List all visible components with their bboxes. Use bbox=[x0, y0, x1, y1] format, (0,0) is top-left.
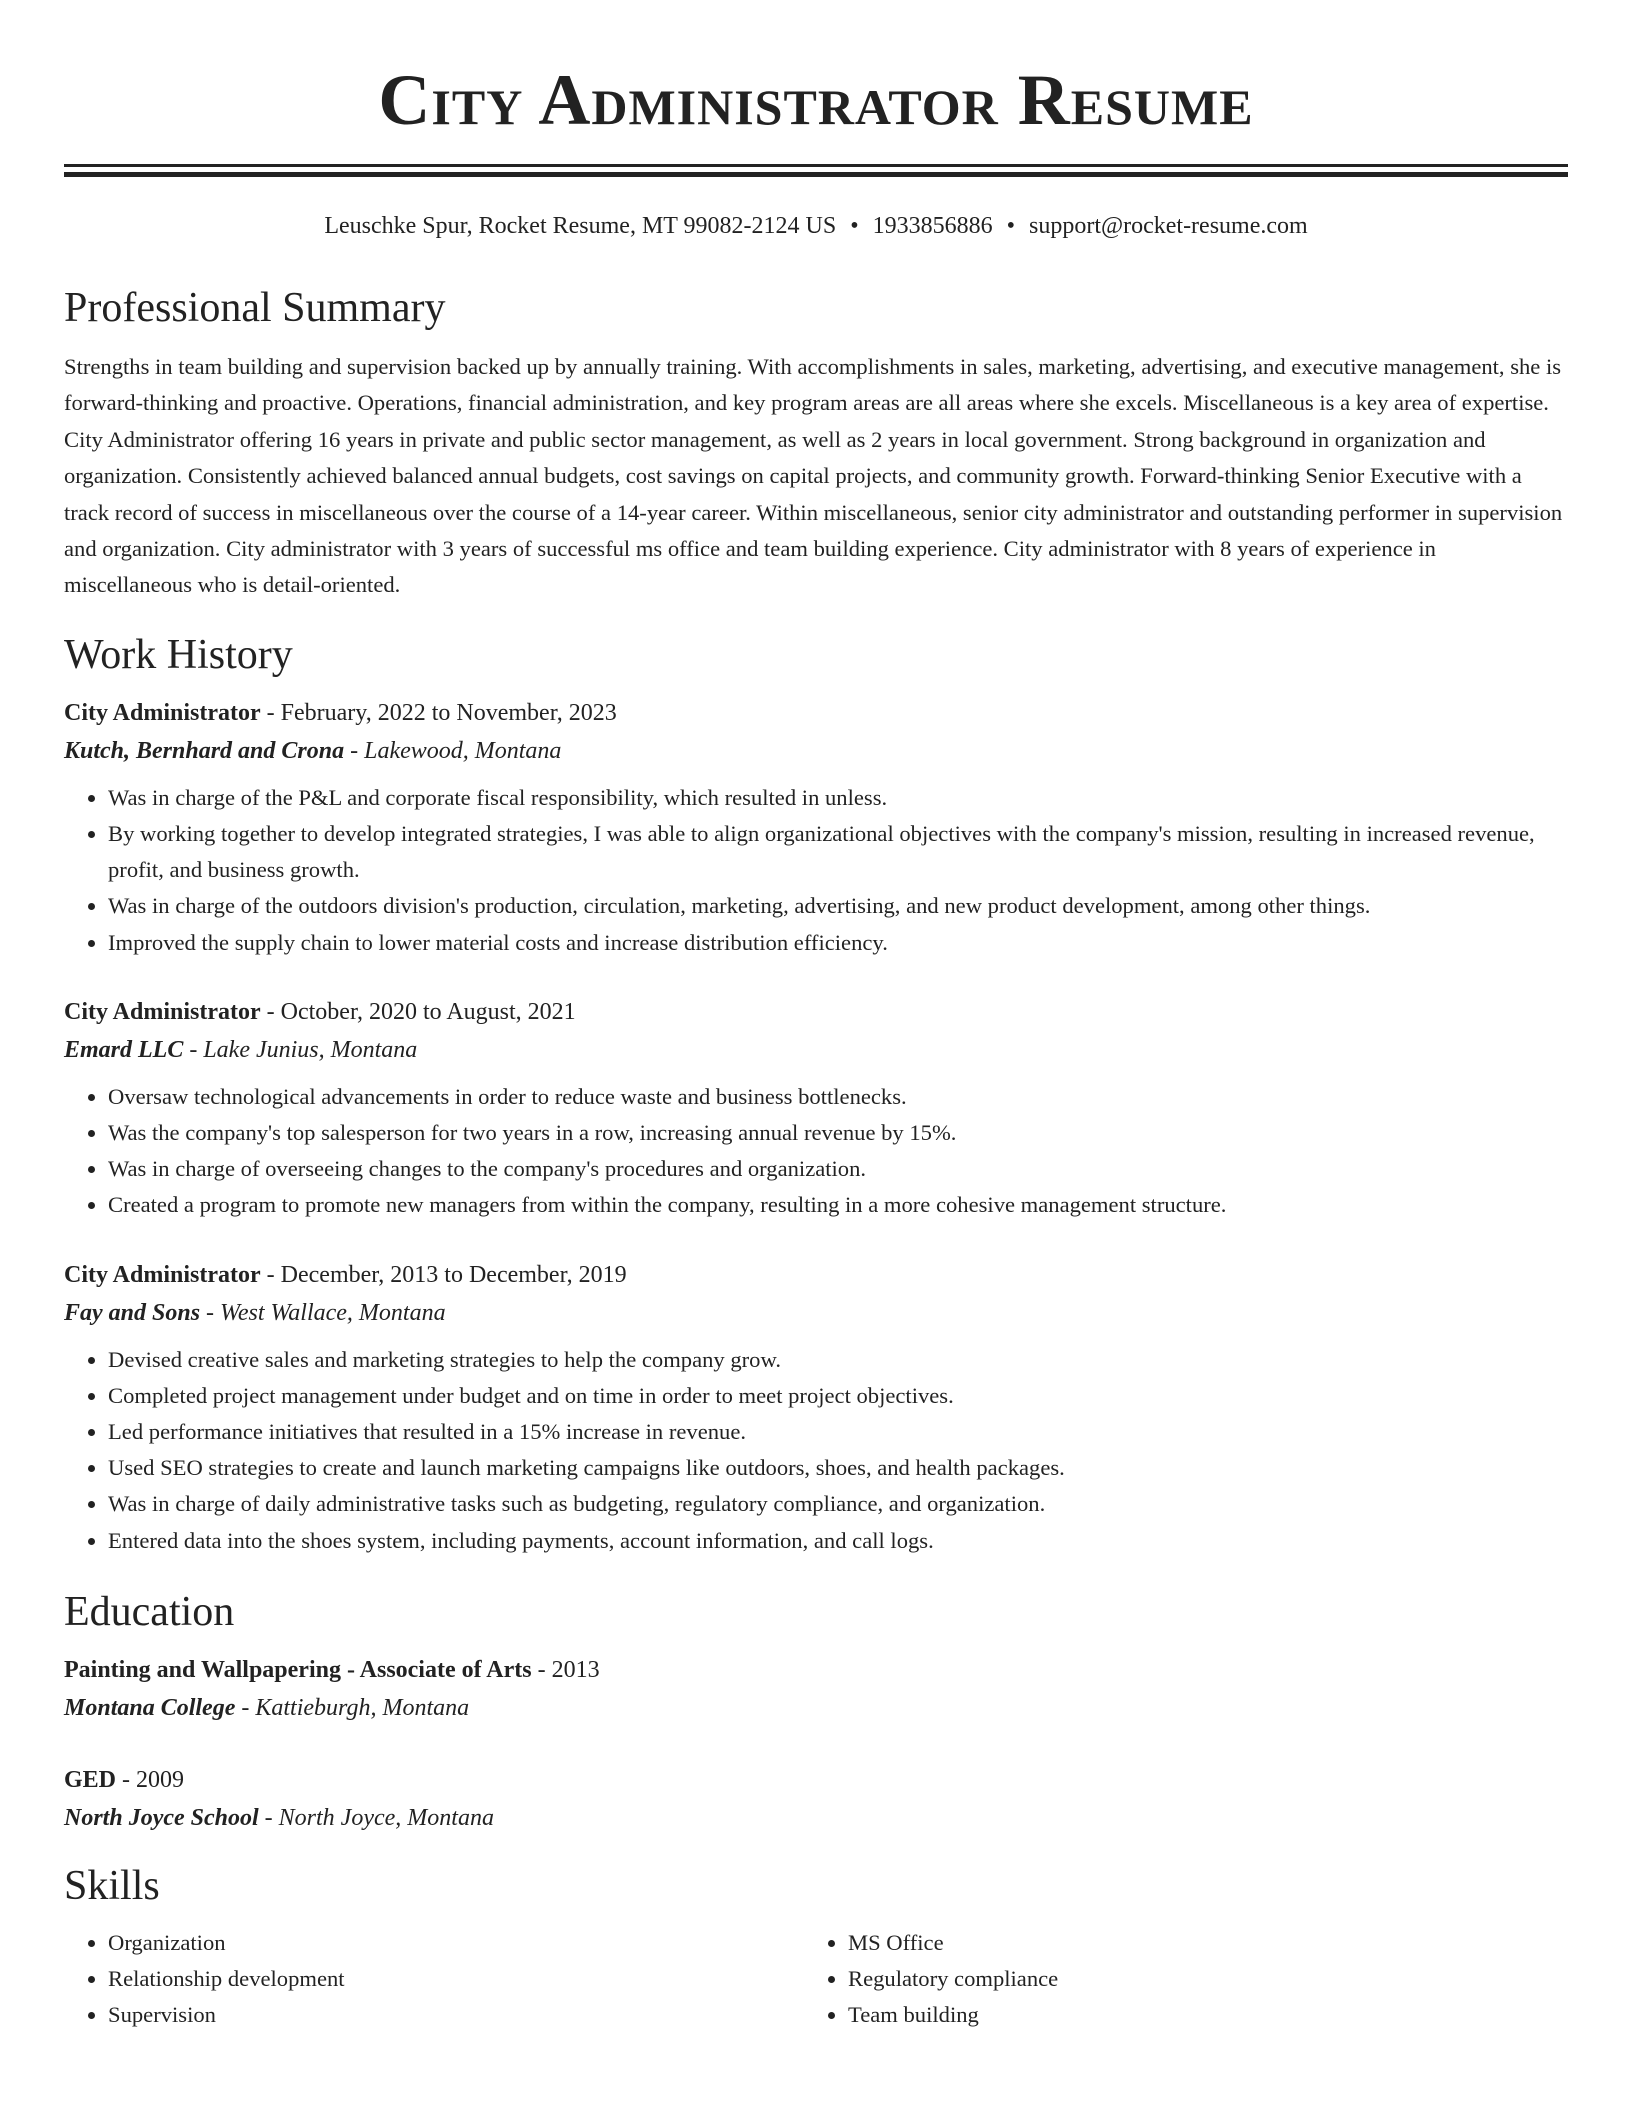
summary-text: Strengths in team building and supervision backed up by annually training. With accomplishments in sales, marketing, advertising, and executive management, she is forward-thinking and proactive. Operations, financial administration, and key program areas are all areas where she excels. Miscellaneous is a key area of expertise. City Administrator offering 16 years in private and public sector management, as well as 2 years in local government. Strong background in organization and organization. Consistently achieved balanced annual budgets, cost savings on capital projects, and community growth. Forward-thinking Senior Executive with a track record of success in miscellaneous over the course of a 14-year career. Within miscellaneous, senior city administrator and outstanding performer in supervision and organization. City administrator with 3 years of successful ms office and team building experience. City administrator with 8 years of experience in miscellaneous who is detail-oriented. bbox=[64, 354, 1563, 598]
job-bullet: • Was in charge of the outdoors division's production, circulation, marketing, advertising, and new product development, among other things. bbox=[108, 888, 1568, 924]
job-bullet: • Was in charge of overseeing changes to the company's procedures and organization. bbox=[108, 1151, 1568, 1187]
job-title-line bbox=[64, 1256, 1568, 1294]
degree-line bbox=[64, 1761, 1568, 1799]
job-bullet: • Used SEO strategies to create and launch marketing campaigns like outdoors, shoes, and health packages. bbox=[108, 1450, 1568, 1486]
job-bullet: • Created a program to promote new managers from within the company, resulting in a more cohesive management structure. bbox=[108, 1187, 1568, 1223]
skill-item: • Organization bbox=[108, 1925, 804, 1961]
school-name: Montana College bbox=[64, 1694, 236, 1721]
skill-item: • MS Office bbox=[848, 1925, 1544, 1961]
job-bullet: • Completed project management under budget and on time in order to meet project objectives. bbox=[108, 1378, 1568, 1414]
job-bullets bbox=[64, 780, 1568, 961]
employer-location: - Lakewood, Montana bbox=[344, 737, 562, 764]
title-divider-bottom bbox=[64, 172, 1568, 177]
job-title-line bbox=[64, 694, 1568, 732]
job-entry bbox=[64, 1256, 1568, 1559]
degree-name: Painting and Wallpapering - Associate of Arts bbox=[64, 1656, 532, 1683]
school-name: North Joyce School bbox=[64, 1804, 259, 1831]
job-title-line bbox=[64, 993, 1568, 1031]
job-title: City Administrator bbox=[64, 998, 261, 1025]
skills-heading: Skills bbox=[64, 1862, 160, 1909]
job-entry bbox=[64, 993, 1568, 1224]
degree-year: - 2009 bbox=[116, 1766, 185, 1793]
job-bullet: • Was in charge of daily administrative tasks such as budgeting, regulatory compliance, and organization. bbox=[108, 1486, 1568, 1522]
contact-separator: • bbox=[850, 213, 859, 239]
job-title: City Administrator bbox=[64, 1261, 261, 1288]
education-entry bbox=[64, 1651, 1568, 1727]
title-divider-top bbox=[64, 164, 1568, 167]
job-dates: - February, 2022 to November, 2023 bbox=[260, 699, 617, 726]
job-bullet: • Improved the supply chain to lower material costs and increase distribution efficiency. bbox=[108, 925, 1568, 961]
skill-item: • Team building bbox=[848, 1997, 1544, 2033]
job-dates: - December, 2013 to December, 2019 bbox=[260, 1261, 627, 1288]
job-bullet: • Oversaw technological advancements in order to reduce waste and business bottlenecks. bbox=[108, 1079, 1568, 1115]
job-bullet: • Was in charge of the P&L and corporate fiscal responsibility, which resulted in unless. bbox=[108, 780, 1568, 816]
employer-line bbox=[64, 732, 1568, 770]
skills-column-left bbox=[64, 1925, 804, 2034]
contact-phone: 1933856886 bbox=[872, 213, 993, 239]
skill-item: • Regulatory compliance bbox=[848, 1961, 1544, 1997]
school-line bbox=[64, 1799, 1568, 1837]
school-line bbox=[64, 1689, 1568, 1727]
contact-line bbox=[64, 211, 1568, 241]
job-dates: - October, 2020 to August, 2021 bbox=[260, 998, 576, 1025]
resume-title: City Administrator Resume bbox=[378, 60, 1254, 140]
school-location: - North Joyce, Montana bbox=[258, 1804, 494, 1831]
employer-location: - Lake Junius, Montana bbox=[183, 1036, 418, 1063]
employer-name: Emard LLC bbox=[64, 1036, 184, 1063]
job-title: City Administrator bbox=[64, 699, 261, 726]
employer-name: Kutch, Bernhard and Crona bbox=[64, 737, 345, 764]
employer-location: - West Wallace, Montana bbox=[200, 1299, 446, 1326]
job-bullet: • Was the company's top salesperson for two years in a row, increasing annual revenue by 15%. bbox=[108, 1115, 1568, 1151]
degree-name: GED bbox=[64, 1766, 117, 1793]
job-entry bbox=[64, 694, 1568, 961]
job-bullet: • Led performance initiatives that resulted in a 15% increase in revenue. bbox=[108, 1414, 1568, 1450]
school-location: - Kattieburgh, Montana bbox=[235, 1694, 470, 1721]
job-bullet: • Entered data into the shoes system, including payments, account information, and call logs. bbox=[108, 1523, 1568, 1559]
education-heading: Education bbox=[64, 1588, 235, 1635]
job-bullets bbox=[64, 1342, 1568, 1559]
skill-item: • Supervision bbox=[108, 1997, 804, 2033]
employer-line bbox=[64, 1294, 1568, 1332]
skill-item: • Relationship development bbox=[108, 1961, 804, 1997]
work-history-heading: Work History bbox=[64, 631, 293, 678]
summary-heading: Professional Summary bbox=[64, 285, 446, 331]
contact-email: support@rocket-resume.com bbox=[1029, 213, 1308, 239]
skills-list bbox=[64, 1925, 1568, 2034]
contact-address: Leuschke Spur, Rocket Resume, MT 99082-2124 US bbox=[324, 213, 837, 239]
contact-separator: • bbox=[1006, 213, 1015, 239]
degree-line bbox=[64, 1651, 1568, 1689]
skills-column-right bbox=[804, 1925, 1544, 2034]
education-entry bbox=[64, 1761, 1568, 1837]
employer-name: Fay and Sons bbox=[64, 1299, 201, 1326]
degree-year: - 2013 bbox=[531, 1656, 600, 1683]
job-bullets bbox=[64, 1079, 1568, 1224]
job-bullet: • By working together to develop integrated strategies, I was able to align organizational objectives with the company's mission, resulting in increased revenue, profit, and business growth. bbox=[108, 816, 1568, 888]
job-bullet: • Devised creative sales and marketing strategies to help the company grow. bbox=[108, 1342, 1568, 1378]
employer-line bbox=[64, 1031, 1568, 1069]
